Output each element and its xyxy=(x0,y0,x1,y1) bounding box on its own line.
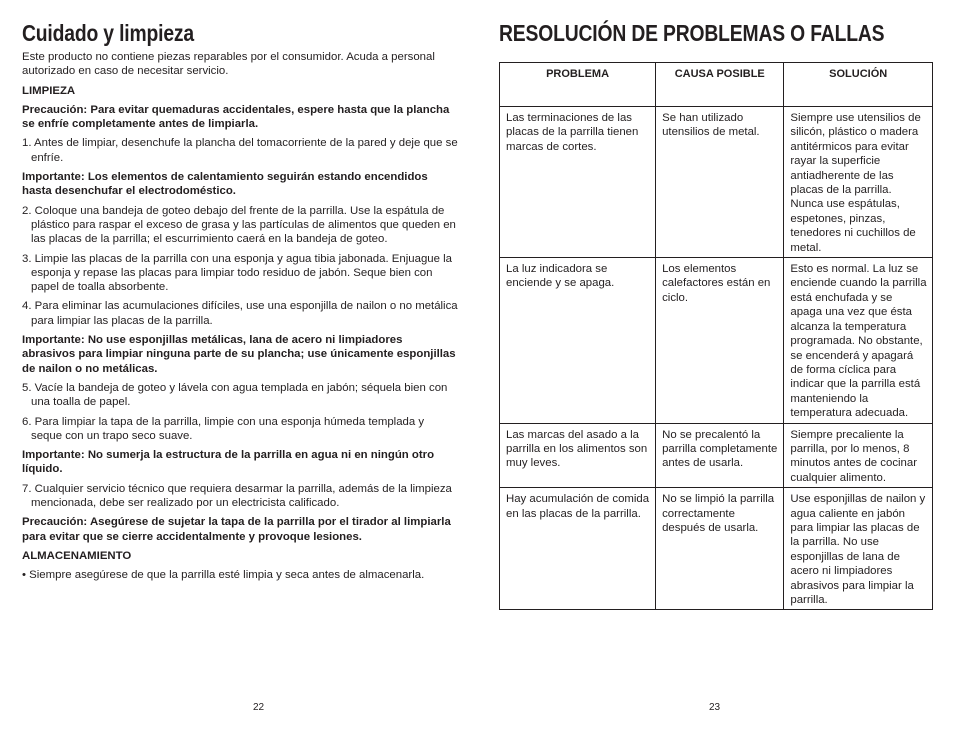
important-heating-elements: Importante: Los elementos de calentamiento seguirán estando encendidos hasta desenchufar el electrodoméstico. xyxy=(22,171,428,198)
step-6: 6. Para limpiar la tapa de la parrilla, limpie con una esponja húmeda templada y seque con un trapo seco suave. xyxy=(22,415,425,442)
intro-paragraph: Este producto no contiene piezas reparables por el consumidor. Acuda a personal autorizado en caso de necesitar servicio. xyxy=(22,51,435,78)
cause-cell: No se limpió la parrilla correctamente después de usarla. xyxy=(656,488,784,610)
page-number: 23 xyxy=(709,702,721,713)
column-header-solution: SOLUCIÓN xyxy=(784,63,933,107)
step-3: 3. Limpie las placas de la parrilla con una esponja y agua tibia jabonada. Enjuague la esponja y repase las placas para limpiar todo residuo de jabón. Seque bien con papel de toalla absorbente. xyxy=(22,252,452,294)
important-no-immersion: Importante: No sumerja la estructura de la parrilla en agua ni en ningún otro líquido. xyxy=(22,449,435,476)
cause-cell: Se han utilizado utensilios de metal. xyxy=(656,107,784,258)
cause-cell: No se precalentó la parrilla completamente antes de usarla. xyxy=(656,423,784,488)
care-cleaning-body xyxy=(22,50,458,588)
cleaning-heading: LIMPIEZA xyxy=(22,84,76,97)
table-row xyxy=(500,258,933,423)
table-row xyxy=(500,423,933,488)
step-1: 1. Antes de limpiar, desenchufe la plancha del tomacorriente de la pared y deje que se enfríe. xyxy=(22,137,458,164)
cause-cell: Los elementos calefactores están en ciclo. xyxy=(656,258,784,423)
important-no-metal-pads: Importante: No use esponjillas metálicas, lana de acero ni limpiadores abrasivos para limpiar ninguna parte de su plancha; use únicamente esponjillas de nailon o no metálicas. xyxy=(22,334,456,375)
solution-cell: Siempre precaliente la parrilla, por lo menos, 8 minutos antes de cocinar cualquier alimento. xyxy=(784,423,933,488)
storage-heading: ALMACENAMIENTO xyxy=(22,549,132,562)
storage-bullet: • Siempre asegúrese de que la parrilla esté limpia y seca antes de almacenarla. xyxy=(22,569,425,582)
page-number: 22 xyxy=(253,702,265,713)
step-4: 4. Para eliminar las acumulaciones difíciles, use una esponjilla de nailon o no metálica para limpiar las placas de la parrilla. xyxy=(22,300,458,327)
table-row xyxy=(500,107,933,258)
solution-cell: Siempre use utensilios de silicón, plástico o madera antitérmicos para evitar rayar la superficie antiadherente de las placas de la parrilla. Nunca use espátulas, espetones, pinzas, tenedores ni cuchillos de metal. xyxy=(784,107,933,258)
step-7: 7. Cualquier servicio técnico que requiera desarmar la parrilla, además de la limpieza mencionada, debe ser realizado por un electricista calificado. xyxy=(22,482,452,510)
step-5: 5. Vacíe la bandeja de goteo y lávela con agua templada en jabón; séquela bien con una toalla de papel. xyxy=(22,381,448,409)
table-header-row xyxy=(500,63,933,107)
problem-cell: Hay acumulación de comida en las placas de la parrilla. xyxy=(500,488,656,610)
solution-cell: Use esponjillas de nailon y agua caliente en jabón para limpiar las placas de la parrilla. No use esponjillas de lana de acero ni limpiadores abrasivos para limpiar la parrilla. xyxy=(784,488,933,610)
section-title: RESOLUCIÓN DE PROBLEMAS O FALLAS xyxy=(499,20,885,46)
solution-cell: Esto es normal. La luz se enciende cuando la parrilla está enchufada y se apaga una vez que ésta alcanza la temperatura programada. No obstante, se encenderá y apagará de forma cíclica para indicar que la parrilla está manteniendo la temperatura adecuada. xyxy=(784,258,933,423)
troubleshooting-table xyxy=(499,62,933,610)
section-title: Cuidado y limpieza xyxy=(22,20,194,46)
problem-cell: Las terminaciones de las placas de la parrilla tienen marcas de cortes. xyxy=(500,107,656,258)
table-row xyxy=(500,488,933,610)
problem-cell: La luz indicadora se enciende y se apaga. xyxy=(500,258,656,423)
column-header-cause: CAUSA POSIBLE xyxy=(656,63,784,107)
step-2: 2. Coloque una bandeja de goteo debajo del frente de la parrilla. Use la espátula de plástico para raspar el exceso de grasa y las partículas de alimentos que queden en las placas de la parrilla; el escurrimiento caerá en la bandeja de goteo. xyxy=(22,204,456,246)
problem-cell: Las marcas del asado a la parrilla en los alimentos son muy leves. xyxy=(500,423,656,488)
caution-burns: Precaución: Para evitar quemaduras accidentales, espere hasta que la plancha se enfríe completamente antes de limpiarla. xyxy=(22,103,450,131)
caution-lid: Precaución: Asegúrese de sujetar la tapa de la parrilla por el tirador al limpiarla para evitar que se cierre accidentalmente y provoque lesiones. xyxy=(22,516,451,543)
column-header-problem: PROBLEMA xyxy=(500,63,656,107)
